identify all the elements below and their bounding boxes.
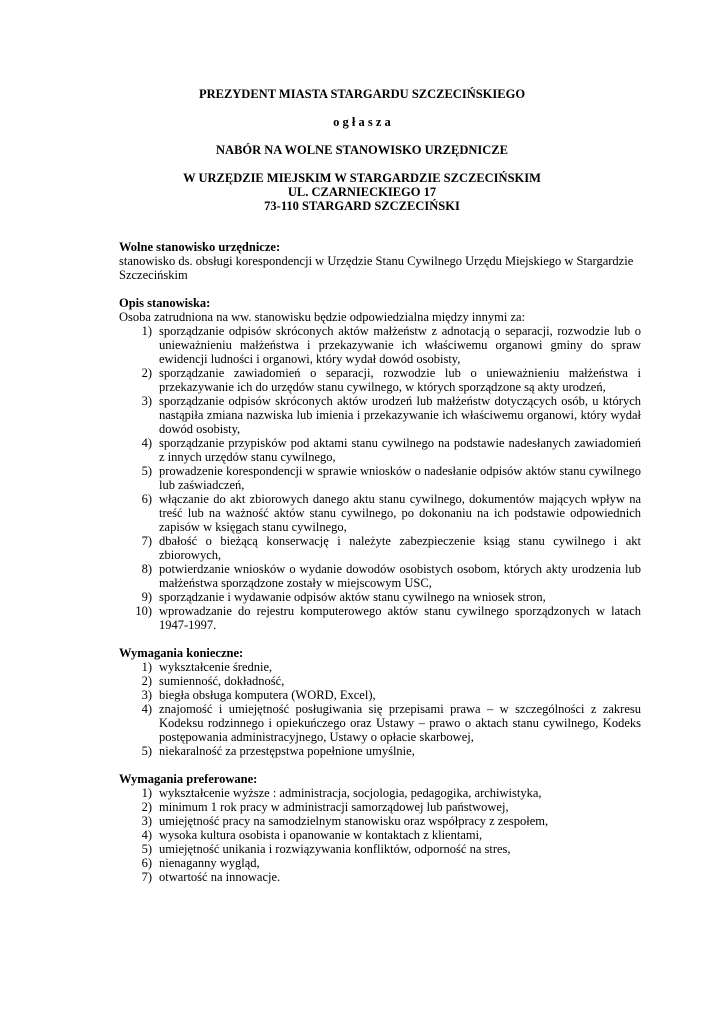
list-item: 5) prowadzenie korespondencji w sprawie wniosków o nadesłanie odpisów aktów stanu cywilnego lub zaświadczeń, [141, 464, 641, 492]
list-item: 6) nienaganny wygląd, [141, 856, 260, 870]
list-item: 5) niekaralność za przestępstwa popełnione umyślnie, [141, 744, 415, 758]
list-item: 2) sporządzanie zawiadomień o separacji, rozwodzie lub o unieważnieniu małżeństwa i przekazywanie ich do urzędów stanu cywilnego, w których sporządzone są akty urodzeń, [141, 366, 641, 394]
required-title: Wymagania konieczne: [119, 646, 244, 660]
list-item: 8) potwierdzanie wniosków o wydanie dowodów osobistych osobom, których akty urodzenia lub małżeństwa sporządzone zostały w miejscowym USC, [141, 562, 641, 590]
list-item: 4) wysoka kultura osobista i opanowanie w kontaktach z klientami, [141, 828, 483, 842]
list-item: 4) sporządzanie przypisków pod aktami stanu cywilnego na podstawie nadesłanych zawiadomień z innych urzędów stanu cywilnego, [141, 436, 641, 464]
description-section [119, 296, 641, 632]
header-office: W URZĘDZIE MIEJSKIM W STARGARDZIE SZCZECIŃSKIM [183, 171, 541, 185]
required-list [119, 660, 641, 758]
list-item: 1) wykształcenie wyższe : administracja, socjologia, pedagogika, archiwistyka, [141, 786, 542, 800]
list-item: 1) sporządzanie odpisów skróconych aktów małżeństw z adnotacją o separacji, rozwodzie lub o unieważnieniu małżeństwa i przekazywanie ich właściwemu organowi gminy do spraw ewidencji ludności i organowi, który wydał dowód osobisty, [141, 324, 641, 366]
list-item: 1) wykształcenie średnie, [141, 660, 273, 674]
list-item: 6) włączanie do akt zbiorowych danego aktu stanu cywilnego, dokumentów mających wpływ na treść lub na ważność aktów stanu cywilnego, po dokonaniu na ich podstawie odpowiednich zapisów w księgach stanu cywilnego, [141, 492, 641, 534]
position-title: Wolne stanowisko urzędnicze: [119, 240, 281, 254]
list-item: 7) otwartość na innowacje. [141, 870, 281, 884]
list-item: 2) sumienność, dokładność, [141, 674, 285, 688]
list-item: 4) znajomość i umiejętność posługiwania się przepisami prawa – w szczególności z zakresu Kodeksu rodzinnego i opiekuńczego oraz Ustawy – prawo o aktach stanu cywilnego, Kodeks postępowania administracyjnego, Ustawy o opłacie skarbowej, [141, 702, 641, 744]
list-item: 3) umiejętność pracy na samodzielnym stanowisku oraz współpracy z zespołem, [141, 814, 549, 828]
header-announces: o g ł a s z a [333, 115, 391, 129]
position-text: stanowisko ds. obsługi korespondencji w Urzędzie Stanu Cywilnego Urzędu Miejskiego w Stargardzie Szczecińskim [119, 254, 634, 282]
list-item: 7) dbałość o bieżącą konserwację i należyte zabezpieczenie ksiąg stanu cywilnego i akt zbiorowych, [141, 534, 641, 562]
preferred-title: Wymagania preferowane: [119, 772, 258, 786]
header-street: UL. CZARNIECKIEGO 17 [287, 185, 437, 199]
list-item: 9) sporządzanie i wydawanie odpisów aktów stanu cywilnego na wniosek stron, [141, 590, 546, 604]
list-item: 3) biegła obsługa komputera (WORD, Excel), [141, 688, 376, 702]
description-list [119, 324, 641, 632]
list-item: 5) umiejętność unikania i rozwiązywania konfliktów, odporność na stres, [141, 842, 511, 856]
description-intro: Osoba zatrudniona na ww. stanowisku będzie odpowiedzialna między innymi za: [119, 310, 526, 324]
preferred-section [119, 772, 641, 884]
header-city: 73-110 STARGARD SZCZECIŃSKI [264, 199, 460, 213]
preferred-list [119, 786, 641, 884]
header-recruitment: NABÓR NA WOLNE STANOWISKO URZĘDNICZE [216, 143, 508, 157]
position-section [119, 240, 641, 282]
header-authority: PREZYDENT MIASTA STARGARDU SZCZECIŃSKIEGO [198, 87, 526, 101]
description-title: Opis stanowiska: [119, 296, 211, 310]
required-section [119, 646, 641, 758]
list-item: 2) minimum 1 rok pracy w administracji samorządowej lub państwowej, [141, 800, 509, 814]
list-item: 3) sporządzanie odpisów skróconych aktów urodzeń lub małżeństw dotyczących osób, u których nastąpiła zmiana nazwiska lub imienia i przekazywanie ich właściwemu organowi, który wydał dowód osobisty, [141, 394, 641, 436]
list-item: 10) wprowadzanie do rejestru komputerowego aktów stanu cywilnego sporządzonych w latach 1947-1997. [135, 604, 641, 632]
